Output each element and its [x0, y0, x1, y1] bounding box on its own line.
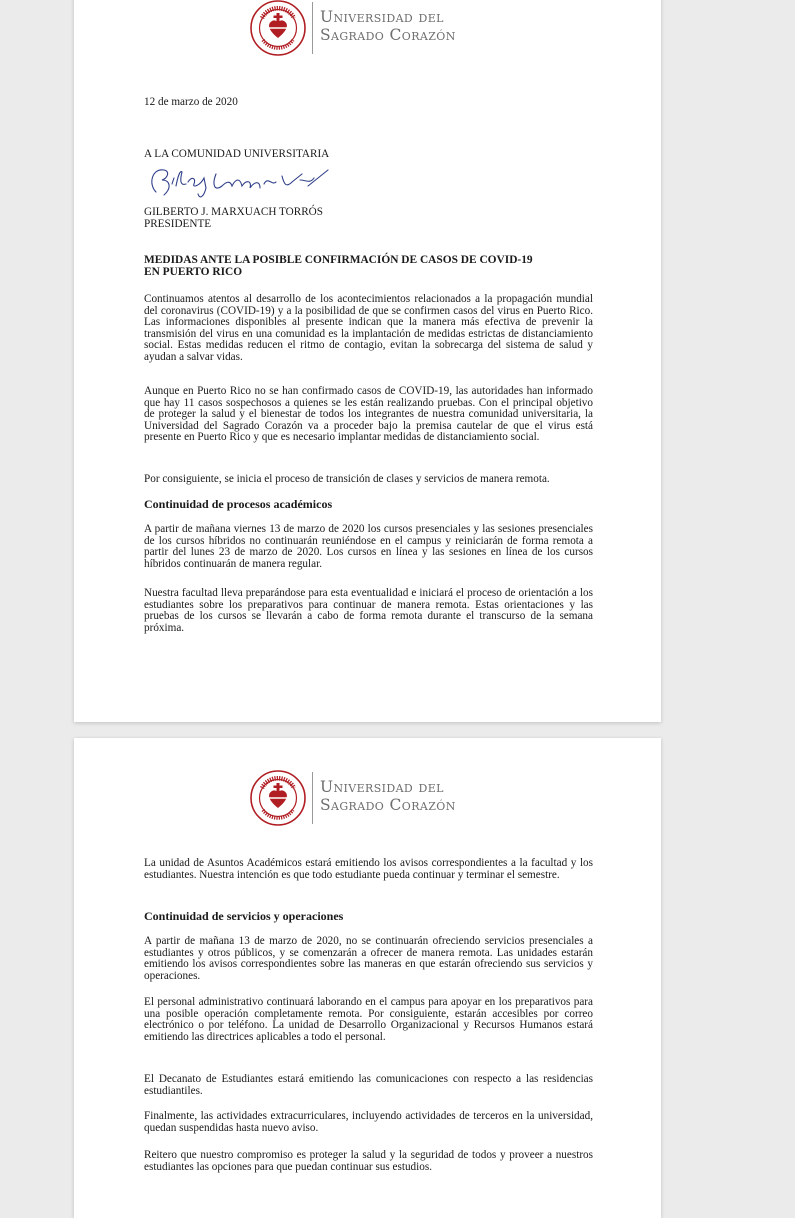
paragraph-7: A partir de mañana 13 de marzo de 2020, no se continuarán ofreciendo servicios presenciales a estudiantes y otros públicos, y se comenzarán a ofrecer de manera remota. Las unidades estarán emitiendo los avisos correspondientes sobre las maneras en que estarán ofreciendo sus servicios y operaciones.	[144, 935, 593, 982]
letterhead-divider	[312, 2, 313, 54]
paragraph-2: Aunque en Puerto Rico no se han confirmado casos de COVID-19, las autoridades han informado que hay 11 casos sospechosos a quienes se les están realizando pruebas. Con el principal objetivo de proteger la salud y el bienestar de todos los integrantes de nuestra comunidad universitaria, la Universidad del Sagrado Corazón va a proceder bajo la premisa cautelar de que el virus está presente en Puerto Rico y que es necesario implantar medidas de distanciamiento social.	[144, 385, 593, 444]
subject-line-2: EN PUERTO RICO	[144, 266, 243, 278]
paragraph-3: Por consiguiente, se inicia el proceso de transición de clases y servicios de manera remota.	[144, 473, 550, 485]
university-name-line2: Sagrado Corazón	[320, 796, 456, 814]
section-heading-academic: Continuidad de procesos académicos	[144, 497, 333, 511]
sender-block	[144, 207, 323, 231]
university-name-line2: Sagrado Corazón	[320, 26, 456, 44]
letter-subject	[144, 254, 533, 278]
university-name-line1: Universidad del	[320, 778, 444, 796]
paragraph-5: Nuestra facultad lleva preparándose para esta eventualidad e iniciará el proceso de orientación a los estudiantes sobre los preparativos para continuar de manera remota. Estas orientaciones y las pruebas de los cursos se llevarán a cabo de forma remota durante el transcurso de la semana próxima.	[144, 587, 593, 634]
university-name	[320, 8, 456, 44]
letter-page-2	[74, 738, 661, 1218]
paragraph-1: Continuamos atentos al desarrollo de los acontecimientos relacionados a la propagación mundial del coronavirus (COVID-19) y a la posibilidad de que se confirmen casos del virus en Puerto Rico. Las informaciones disponibles al presente indican que la manera más efectiva de prevenir la transmisión del virus en una comunidad es la implantación de medidas estrictas de distanciamiento social. Estas medidas reducen el ritmo de contagio, evitan la sobrecarga del sistema de salud y ayudan a salvar vidas.	[144, 293, 593, 363]
letterhead	[250, 770, 500, 830]
sender-name: GILBERTO J. MARXUACH TORRÓS	[144, 206, 323, 218]
university-name-line1: Universidad del	[320, 8, 444, 26]
university-seal-logo	[250, 0, 306, 56]
university-name	[320, 778, 456, 814]
letter-recipient: A LA COMUNIDAD UNIVERSITARIA	[144, 148, 330, 160]
letter-date: 12 de marzo de 2020	[144, 96, 238, 108]
letter-page-1	[74, 0, 661, 722]
paragraph-8: El personal administrativo continuará laborando en el campus para apoyar en los preparativos para una posible operación completamente remota. Por consiguiente, estarán accesibles por correo electrónico o por teléfono. La unidad de Desarrollo Organizacional y Recursos Humanos estará emitiendo las directrices aplicables a todo el personal.	[144, 996, 593, 1043]
paragraph-6: La unidad de Asuntos Académicos estará emitiendo los avisos correspondientes a la facultad y los estudiantes. Nuestra intención es que todo estudiante pueda continuar y terminar el semestre.	[144, 857, 593, 881]
letterhead	[250, 0, 500, 60]
paragraph-9: El Decanato de Estudiantes estará emitiendo las comunicaciones con respecto a las residencias estudiantiles.	[144, 1073, 593, 1097]
sender-title: PRESIDENTE	[144, 217, 212, 230]
paragraph-4: A partir de mañana viernes 13 de marzo de 2020 los cursos presenciales y las sesiones presenciales de los cursos híbridos no continuarán reuniéndose en el campus y reiniciarán de forma remota a partir del lunes 23 de marzo de 2020. Los cursos en línea y las sesiones en línea de los cursos híbridos continuarán de manera regular.	[144, 523, 593, 570]
handwritten-signature	[142, 162, 332, 202]
paragraph-10: Finalmente, las actividades extracurriculares, incluyendo actividades de terceros en la universidad, quedan suspendidas hasta nuevo aviso.	[144, 1110, 593, 1134]
letterhead-divider	[312, 772, 313, 824]
section-heading-services: Continuidad de servicios y operaciones	[144, 909, 344, 923]
university-seal-logo	[250, 770, 306, 826]
paragraph-11: Reitero que nuestro compromiso es proteger la salud y la seguridad de todos y proveer a nuestros estudiantes las opciones para que puedan continuar sus estudios.	[144, 1149, 593, 1173]
subject-line-1: MEDIDAS ANTE LA POSIBLE CONFIRMACIÓN DE CASOS DE COVID-19	[144, 254, 533, 266]
